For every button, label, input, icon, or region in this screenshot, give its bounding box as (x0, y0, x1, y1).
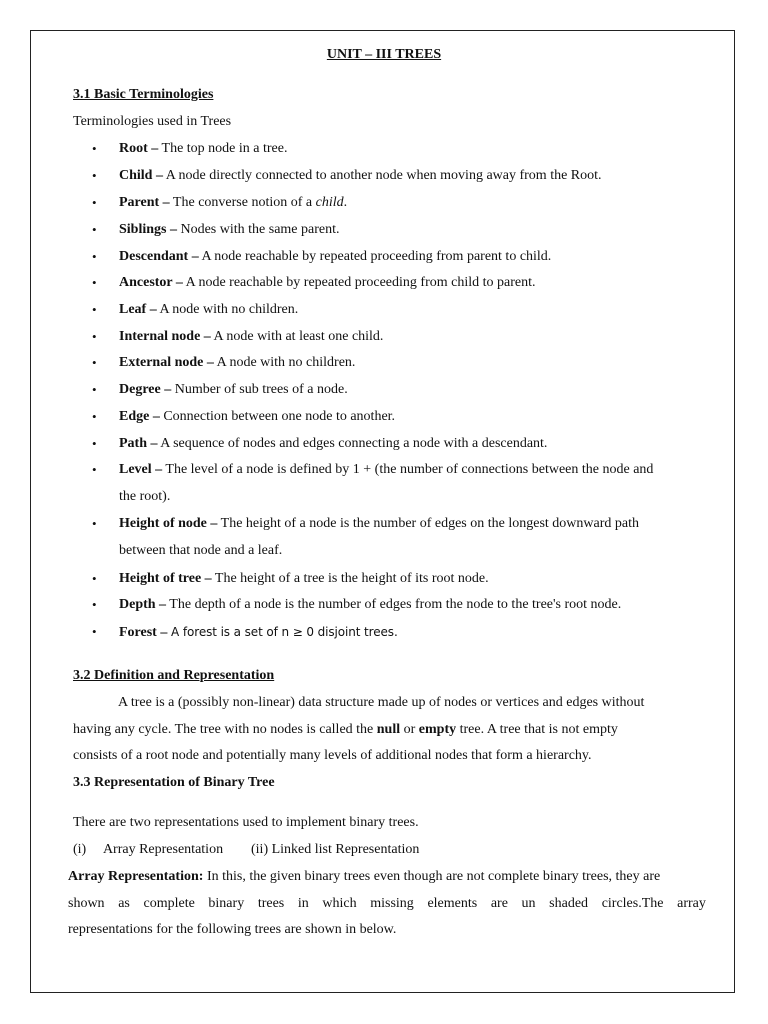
bullet-icon: • (92, 168, 97, 183)
term-label: Ancestor – (119, 275, 183, 290)
term-definition: The depth of a node is the number of edges from the node to the tree's root node. (166, 597, 622, 612)
terminology-text (119, 354, 355, 372)
terminology-item-continuation: between that node and a leaf. (119, 543, 283, 558)
term-label: Level – (119, 462, 163, 477)
term-label: Child – (119, 168, 163, 183)
term-definition: A node reachable by repeated proceeding from child to parent. (182, 275, 536, 290)
term-definition: A forest is a set of n ≥ 0 disjoint trees. (167, 625, 398, 639)
section-heading-binary-tree: 3.3 Representation of Binary Tree (73, 775, 275, 790)
section-heading-basic-terminologies: 3.1 Basic Terminologies (73, 87, 214, 102)
term-definition: A node reachable by repeated proceeding from parent to child. (198, 249, 552, 264)
term-definition: A node with at least one child. (210, 329, 384, 344)
terminology-text (119, 570, 489, 588)
term-label: Forest – (119, 625, 168, 640)
null-keyword: null (376, 722, 401, 737)
terminology-text (119, 381, 348, 399)
term-label: Degree – (119, 382, 172, 397)
definition-paragraph-line-1: A tree is a (possibly non-linear) data structure made up of nodes or vertices and edges without (118, 695, 645, 710)
term-label: Leaf – (119, 302, 157, 317)
terminology-text (119, 194, 347, 212)
word: as (118, 896, 130, 911)
section-intro: Terminologies used in Trees (73, 114, 232, 129)
term-definition-end: . (343, 195, 348, 210)
word: shown (68, 896, 105, 911)
bullet-icon: • (92, 195, 97, 210)
term-label: Height of node – (119, 516, 218, 531)
array-representation-line-1 (68, 868, 660, 886)
term-label: Parent – (119, 195, 170, 210)
terminology-text (119, 248, 551, 266)
bullet-icon: • (92, 382, 97, 397)
term-definition: Connection between one node to another. (159, 409, 396, 424)
word: un (521, 896, 536, 911)
term-definition: A sequence of nodes and edges connecting a node with a descendant. (157, 436, 548, 451)
term-definition: The height of a node is the number of edges on the longest downward path (217, 516, 639, 531)
bullet-icon: • (92, 222, 97, 237)
empty-keyword: empty (418, 722, 457, 737)
word: which (322, 896, 357, 911)
word: complete (143, 896, 195, 911)
terminology-text (119, 435, 547, 453)
word: binary (208, 896, 245, 911)
text-segment: or (400, 722, 419, 737)
terminology-text (119, 274, 535, 292)
terminology-text (119, 167, 602, 185)
bullet-icon: • (92, 516, 97, 531)
bullet-icon: • (92, 249, 97, 264)
bullet-icon: • (92, 302, 97, 317)
representations-intro: There are two representations used to implement binary trees. (73, 815, 419, 830)
term-definition: The height of a tree is the height of its root node. (211, 571, 489, 586)
word: missing (370, 896, 414, 911)
bullet-icon: • (92, 597, 97, 612)
term-definition: The converse notion of a (169, 195, 316, 210)
term-definition: Number of sub trees of a node. (171, 382, 348, 397)
bullet-icon: • (92, 624, 97, 639)
terminology-text (119, 461, 653, 479)
definition-paragraph-line-3: consists of a root node and potentially many levels of additional nodes that form a hierarchy. (73, 748, 592, 763)
word: in (297, 896, 309, 911)
term-label: Siblings – (119, 222, 177, 237)
terminology-text (119, 140, 287, 158)
bullet-icon: • (92, 436, 97, 451)
term-definition: The level of a node is defined by 1 + (the number of connections between the node and (162, 462, 654, 477)
bullet-icon: • (92, 355, 97, 370)
term-definition: Nodes with the same parent. (176, 222, 340, 237)
word: trees (257, 896, 285, 911)
text-segment: tree. A tree that is not empty (456, 722, 618, 737)
term-definition-emphasis: child (315, 195, 344, 210)
term-label: Descendant – (119, 249, 199, 264)
array-representation-line-2 (68, 895, 706, 913)
term-label: External node – (119, 355, 214, 370)
term-definition: The top node in a tree. (158, 141, 288, 156)
section-heading-definition: 3.2 Definition and Representation (73, 668, 275, 683)
terminology-text (119, 515, 639, 533)
word: are (490, 896, 508, 911)
term-definition: A node directly connected to another node when moving away from the Root. (162, 168, 602, 183)
term-label: Root – (119, 141, 159, 156)
bullet-icon: • (92, 409, 97, 424)
word: array (677, 896, 706, 911)
term-label: Height of tree – (119, 571, 212, 586)
bullet-icon: • (92, 571, 97, 586)
term-label: Internal node – (119, 329, 211, 344)
bullet-icon: • (92, 329, 97, 344)
terminology-text (119, 328, 383, 346)
terminology-text (119, 221, 340, 239)
array-representation-line-3: representations for the following trees are shown in below. (68, 922, 397, 937)
text-segment: having any cycle. The tree with no nodes is called the (73, 722, 377, 737)
bullet-icon: • (92, 141, 97, 156)
text-segment: In this, the given binary trees even though are not complete binary trees, they are (203, 869, 661, 884)
terminology-text (119, 623, 398, 642)
page-title: UNIT – III TREES (326, 47, 442, 62)
word: shaded (549, 896, 589, 911)
representation-option-linked: (ii) Linked list Representation (251, 842, 420, 857)
bullet-icon: • (92, 462, 97, 477)
array-representation-label: Array Representation: (68, 869, 204, 884)
word: elements (427, 896, 478, 911)
terminology-text (119, 408, 395, 426)
term-label: Depth – (119, 597, 167, 612)
bullet-icon: • (92, 275, 97, 290)
term-label: Path – (119, 436, 158, 451)
term-definition: A node with no children. (156, 302, 299, 317)
representation-option-array: (i) Array Representation (73, 842, 224, 857)
terminology-item-continuation: the root). (119, 489, 171, 504)
definition-paragraph-line-2 (73, 721, 618, 739)
term-label: Edge – (119, 409, 160, 424)
term-definition: A node with no children. (213, 355, 356, 370)
word: circles.The (601, 896, 664, 911)
terminology-text (119, 596, 621, 614)
terminology-text (119, 301, 298, 319)
